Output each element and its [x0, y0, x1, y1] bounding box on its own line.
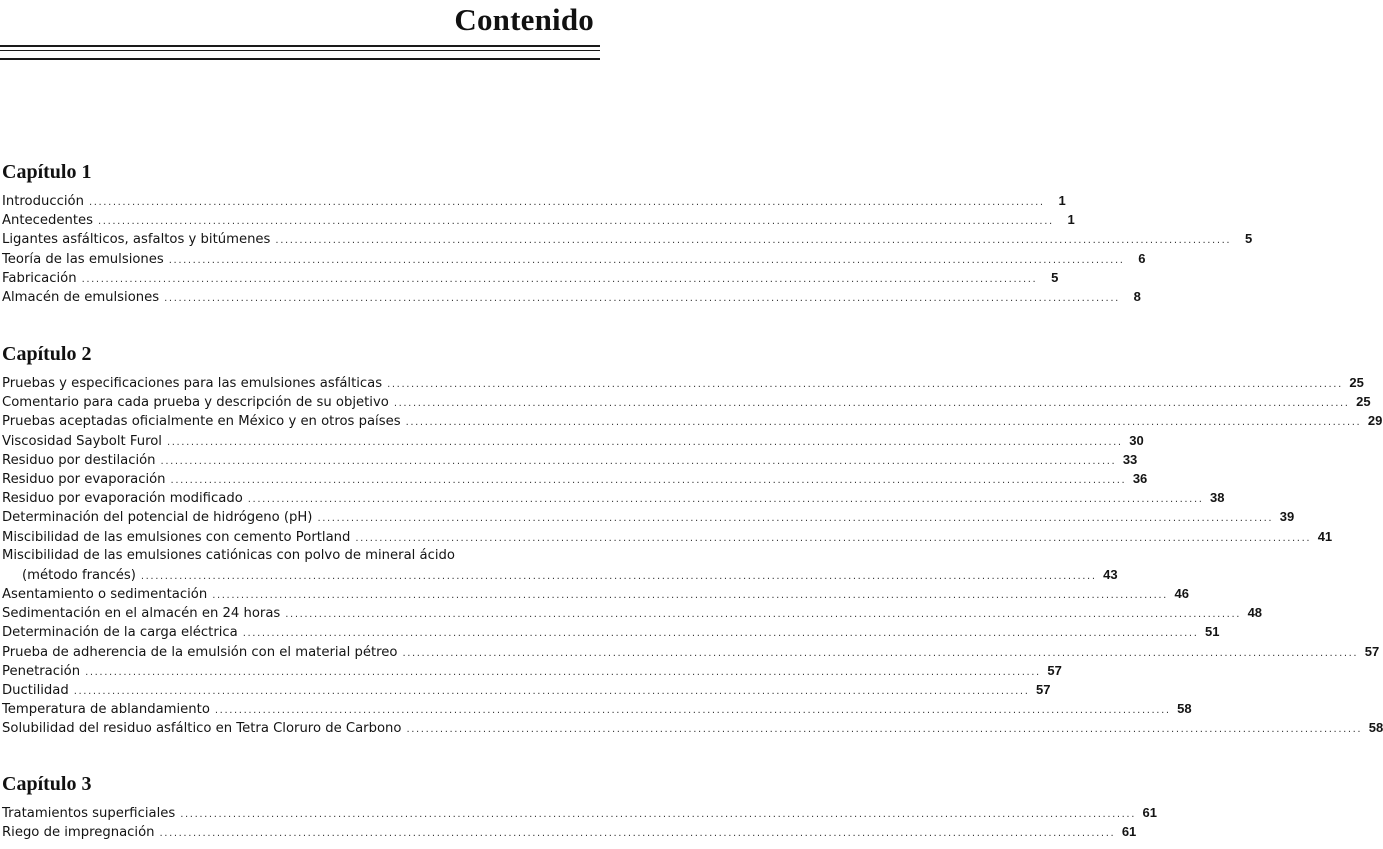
toc-entry-title: Temperatura de ablandamiento — [2, 702, 210, 718]
toc-page-number: 46 — [1174, 586, 1189, 602]
toc-entry[interactable] — [0, 699, 1192, 718]
dot-leader — [387, 375, 1343, 394]
chapter-2-section — [0, 342, 1383, 738]
dot-leader — [212, 586, 1168, 605]
dot-leader — [169, 251, 1125, 270]
toc-entry[interactable] — [0, 642, 1380, 661]
toc-entry-title: Pruebas aceptadas oficialmente en México y en otros países — [2, 414, 401, 430]
toc-entry[interactable] — [0, 488, 1225, 507]
toc-page-number: 57 — [1036, 682, 1051, 697]
dot-leader — [82, 270, 1038, 289]
toc-entry-title: Residuo por destilación — [2, 452, 156, 468]
page-title: Contenido — [454, 2, 594, 37]
toc-entry-title: Pruebas y especificaciones para las emulsiones asfálticas — [2, 376, 383, 391]
toc-page-number: 30 — [1129, 432, 1144, 448]
chapter-heading: Capítulo 3 — [2, 773, 92, 795]
toc-page-number: 6 — [1138, 250, 1146, 266]
toc-page-number: 1 — [1058, 193, 1066, 208]
toc-entry[interactable] — [0, 392, 1371, 411]
toc-entry[interactable] — [0, 603, 1263, 622]
toc-entry[interactable] — [0, 287, 1141, 306]
header-rule-middle — [0, 50, 600, 51]
header-rule-bottom — [0, 58, 600, 60]
toc-page-number: 61 — [1121, 824, 1137, 840]
toc-page-number: 57 — [1047, 662, 1062, 678]
toc-entry[interactable] — [0, 268, 1059, 287]
toc-entry-title: Introducción — [2, 194, 84, 209]
dot-leader — [98, 212, 1054, 231]
toc-entry-title: Antecedentes — [2, 213, 94, 229]
toc-entry-title: Sedimentación en el almacén en 24 horas — [2, 606, 281, 622]
toc-entry-title: Teoría de las emulsiones — [2, 251, 164, 267]
toc-page-number: 1 — [1067, 212, 1075, 228]
toc-entry-title: Solubilidad del residuo asfáltico en Tetra Cloruro de Carbono — [2, 721, 402, 737]
toc-entry-title: Ligantes asfálticos, asfaltos y bitúmenes — [2, 232, 271, 248]
toc-entry-title: Determinación del potencial de hidrógeno (pH) — [2, 510, 313, 526]
toc-entry[interactable] — [0, 469, 1148, 488]
toc-page-number: 33 — [1122, 451, 1138, 467]
toc-page-number: 58 — [1368, 720, 1383, 736]
dot-leader — [160, 824, 1116, 843]
dot-leader — [275, 231, 1231, 250]
toc-entry[interactable] — [0, 803, 1157, 822]
toc-entry-title: Asentamiento o sedimentación — [2, 587, 208, 603]
toc-page-number: 8 — [1133, 288, 1141, 304]
dot-leader — [89, 193, 1045, 212]
dot-leader — [164, 289, 1120, 308]
dot-leader — [161, 452, 1117, 471]
toc-entry[interactable] — [0, 229, 1253, 248]
toc-entry[interactable] — [0, 622, 1220, 641]
toc-list — [0, 191, 1253, 306]
dot-leader — [285, 605, 1241, 624]
toc-page-number: 5 — [1244, 231, 1253, 247]
chapter-heading: Capítulo 2 — [2, 343, 92, 365]
toc-entry[interactable] — [0, 507, 1295, 526]
toc-page-number: 61 — [1142, 805, 1157, 820]
chapter-heading: Capítulo 1 — [2, 161, 92, 183]
toc-entry[interactable] — [0, 373, 1364, 392]
dot-leader — [406, 720, 1362, 739]
toc-entry[interactable] — [0, 411, 1383, 430]
toc-entry[interactable] — [0, 546, 600, 565]
toc-entry-title: Tratamientos superficiales — [2, 806, 176, 821]
toc-entry-continuation[interactable] — [0, 565, 1118, 584]
dot-leader — [248, 490, 1204, 509]
toc-page-number: 48 — [1247, 605, 1263, 621]
toc-page-number: 51 — [1205, 624, 1220, 640]
toc-entry-title: Ductilidad — [2, 683, 69, 698]
toc-entry[interactable] — [0, 718, 1383, 737]
toc-entry-title: Viscosidad Saybolt Furol — [2, 433, 162, 449]
dot-leader — [355, 529, 1311, 548]
toc-list — [0, 373, 1383, 738]
dot-leader — [180, 805, 1136, 824]
dot-leader — [402, 644, 1358, 663]
toc-entry[interactable] — [0, 822, 1137, 841]
toc-entry[interactable] — [0, 249, 1146, 268]
toc-entry-title: Determinación de la carga eléctrica — [2, 625, 238, 641]
toc-page-number: 43 — [1103, 566, 1118, 582]
dot-leader — [317, 509, 1273, 528]
header-rule-top — [0, 45, 600, 47]
dot-leader — [167, 433, 1123, 452]
toc-page-number: 58 — [1177, 701, 1192, 717]
toc-entry-title: Prueba de adherencia de la emulsión con el material pétreo — [2, 644, 398, 660]
chapter-1-section — [0, 160, 1253, 306]
toc-list — [0, 803, 1157, 841]
toc-entry-title: Fabricación — [2, 270, 77, 286]
toc-entry[interactable] — [0, 450, 1138, 469]
toc-entry-title: Penetración — [2, 663, 81, 679]
dot-leader — [406, 413, 1362, 432]
toc-entry-title: Miscibilidad de las emulsiones con cemento Portland — [2, 529, 351, 545]
toc-entry-title-continuation: (método francés) — [22, 567, 136, 583]
chapter-3-section — [0, 772, 1157, 841]
dot-leader — [141, 567, 1097, 586]
toc-entry[interactable] — [0, 431, 1144, 450]
toc-page-number: 41 — [1317, 528, 1333, 544]
toc-page-number: 29 — [1367, 413, 1383, 429]
toc-entry-title: Comentario para cada prueba y descripción de su objetivo — [2, 395, 389, 411]
dot-leader — [394, 394, 1350, 413]
dot-leader — [171, 471, 1127, 490]
toc-entry-title: Residuo por evaporación modificado — [2, 491, 243, 507]
toc-entry[interactable] — [0, 191, 1066, 210]
toc-entry-title: Almacén de emulsiones — [2, 289, 160, 305]
toc-entry[interactable] — [0, 584, 1189, 603]
toc-page-number: 25 — [1349, 375, 1364, 390]
dot-leader — [215, 701, 1171, 720]
toc-entry-title: Riego de impregnación — [2, 825, 155, 841]
toc-page-number: 38 — [1210, 490, 1225, 506]
toc-entry-title: Residuo por evaporación — [2, 471, 166, 487]
toc-entry[interactable] — [0, 661, 1062, 680]
toc-page-number: 25 — [1356, 394, 1371, 410]
toc-page-number: 57 — [1364, 643, 1380, 659]
toc-entry[interactable] — [0, 210, 1075, 229]
toc-page-number: 39 — [1279, 509, 1295, 525]
toc-entry-title: Miscibilidad de las emulsiones catiónicas con polvo de mineral ácido — [2, 547, 455, 563]
toc-entry[interactable] — [0, 527, 1333, 546]
dot-leader — [74, 682, 1030, 701]
toc-page-number: 36 — [1132, 470, 1148, 486]
toc-entry[interactable] — [0, 680, 1051, 699]
dot-leader — [243, 624, 1199, 643]
dot-leader — [85, 663, 1041, 682]
toc-page-number: 5 — [1051, 269, 1059, 285]
